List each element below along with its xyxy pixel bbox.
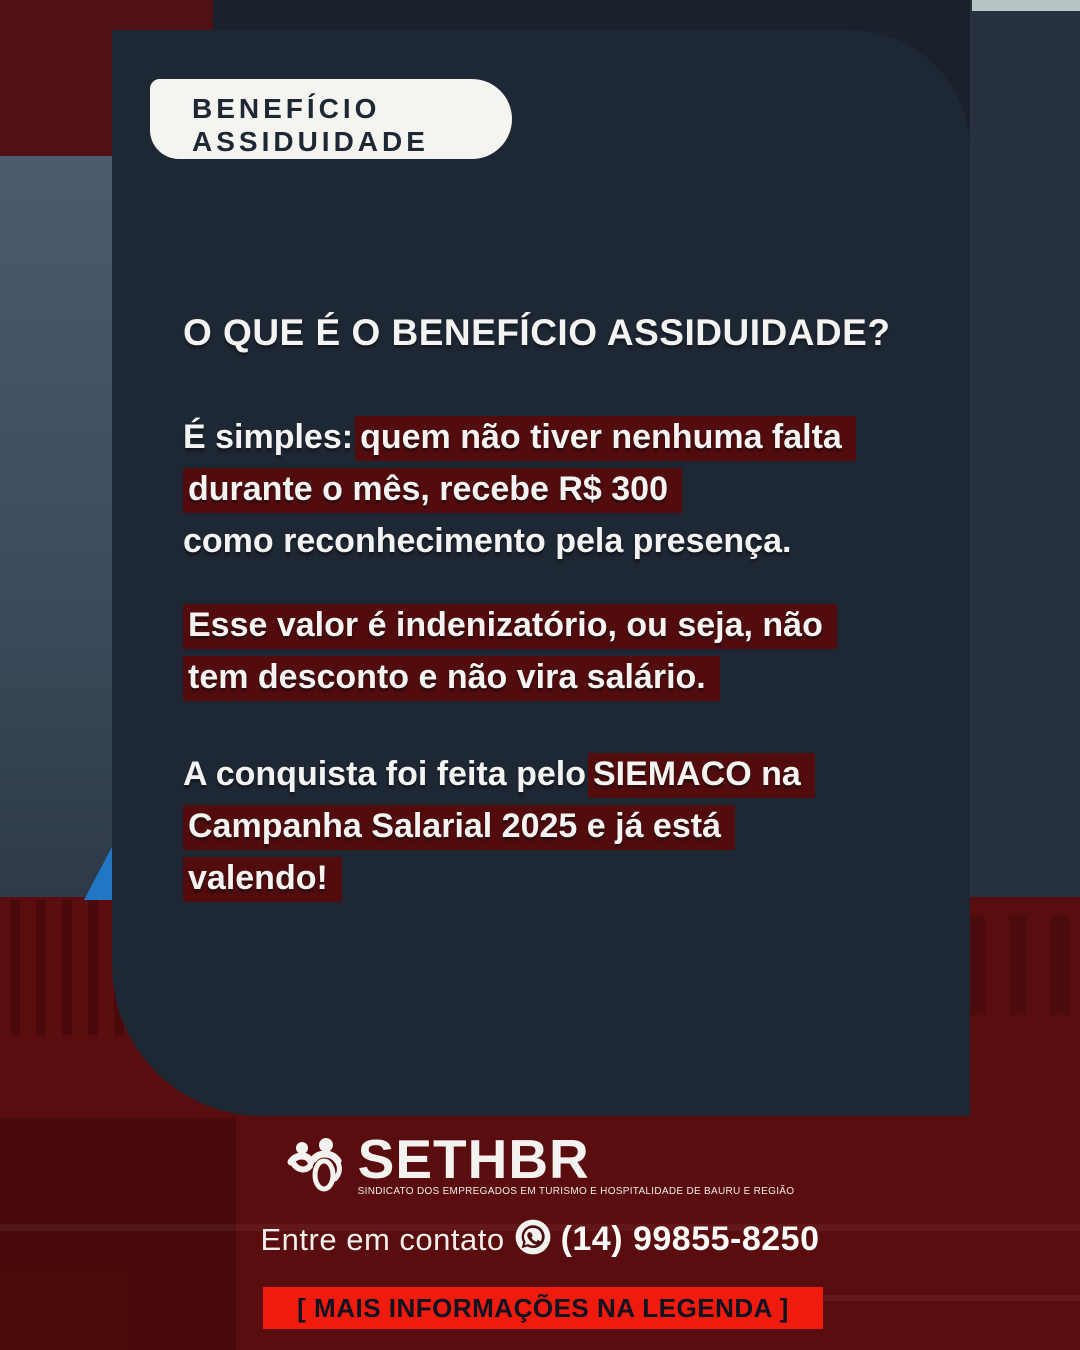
text-line xyxy=(183,600,923,652)
highlighted-text: valendo! xyxy=(183,857,342,902)
text-line xyxy=(183,652,923,704)
background-slate-column xyxy=(0,156,112,900)
highlighted-text: SIEMACO na xyxy=(588,753,815,798)
brand-tagline: SINDICATO DOS EMPREGADOS EM TURISMO E HOSPITALIDADE DE BAURU E REGIÃO xyxy=(357,1186,795,1197)
text-line xyxy=(183,516,923,568)
contact-row xyxy=(0,1220,1080,1259)
logo-text xyxy=(357,1128,795,1197)
highlighted-text: tem desconto e não vira salário. xyxy=(183,656,720,701)
text-line xyxy=(183,853,923,905)
highlighted-text: durante o mês, recebe R$ 300 xyxy=(183,468,682,513)
background-light-band xyxy=(820,1295,1080,1301)
plain-text: como reconhecimento pela presença. xyxy=(183,521,792,560)
content-card xyxy=(112,30,970,1116)
blue-accent-shape xyxy=(84,843,114,900)
phone-number: (14) 99855-8250 xyxy=(560,1220,820,1258)
text-line xyxy=(183,801,923,853)
highlighted-text: Campanha Salarial 2025 e já está xyxy=(183,805,735,850)
title-badge xyxy=(150,79,512,159)
whatsapp-icon xyxy=(514,1218,552,1256)
banner-text: [ MAIS INFORMAÇÕES NA LEGENDA ] xyxy=(297,1292,789,1323)
caption-banner xyxy=(263,1287,823,1329)
background-pale-strip xyxy=(972,0,1080,11)
brand-name: SETHBR xyxy=(357,1128,590,1190)
badge-line1: BENEFÍCIO xyxy=(192,93,381,124)
paragraph-campaign-credit xyxy=(183,749,923,905)
highlighted-text: Esse valor é indenizatório, ou seja, não xyxy=(183,604,837,649)
paragraph-benefit-explainer xyxy=(183,412,923,568)
logo-lockup xyxy=(0,1128,1080,1197)
contact-label: Entre em contato xyxy=(260,1221,505,1257)
background-red-block xyxy=(0,0,112,156)
people-logo-icon xyxy=(286,1137,348,1195)
plain-text: A conquista foi feita pelo xyxy=(183,754,586,793)
plain-text: É simples: xyxy=(183,417,354,456)
question-heading: O QUE É O BENEFÍCIO ASSIDUIDADE? xyxy=(183,312,891,353)
text-line xyxy=(183,412,923,464)
highlighted-text: quem não tiver nenhuma falta xyxy=(355,416,856,461)
background-right-column xyxy=(970,0,1080,897)
text-line xyxy=(183,749,923,801)
text-line xyxy=(183,464,923,516)
paragraph-indemnity-note xyxy=(183,600,923,704)
badge-line2: ASSIDUIDADE xyxy=(192,126,429,157)
